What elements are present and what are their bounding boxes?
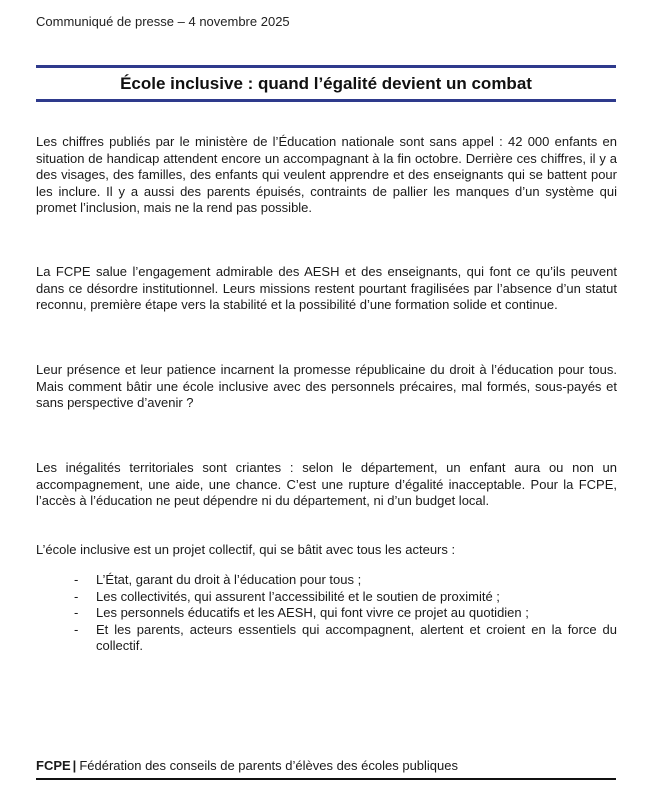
footer-brand: FCPE: [36, 758, 71, 773]
list-item-text: Les personnels éducatifs et les AESH, qui font vivre ce projet au quotidien ;: [96, 605, 529, 620]
list-item-text: L’État, garant du droit à l’éducation pour tous ;: [96, 572, 362, 587]
document-title: École inclusive : quand l’égalité devient un combat: [120, 73, 532, 93]
list-intro-paragraph: L’école inclusive est un projet collectif, qui se bâtit avec tous les acteurs :: [36, 542, 456, 557]
press-release-dateline: Communiqué de presse – 4 novembre 2025: [36, 14, 290, 29]
actors-list: [74, 572, 617, 655]
footer-organization-name: Fédération des conseils de parents d’élèves des écoles publiques: [79, 758, 458, 773]
body-paragraph-1: Les chiffres publiés par le ministère de l’Éducation nationale sont sans appel : 42 000 enfants en situation de handicap attendent encore un accompagnant à la fin octobre. Derrière ces chiffres, il y a des visages, des familles, des enfants qui veulent apprendre et des enseignants qui se battent pour les inclure. Il y a aussi des parents épuisés, contraints de pallier les manques d’un système qui promet l’inclusion, mais ne la rend pas possible.: [36, 134, 617, 215]
footer-separator: |: [72, 758, 77, 773]
body-paragraph-4: Les inégalités territoriales sont criantes : selon le département, un enfant aura ou non un accompagnement, une aide, une chance. C’est une rupture d’égalité inacceptable. Pour la FCPE, l’accès à l’éducation ne peut dépendre ni du département, ni d’un budget local.: [36, 460, 617, 508]
list-item: [74, 605, 617, 622]
title-banner: [36, 65, 616, 102]
body-paragraph-3: Leur présence et leur patience incarnent la promesse républicaine du droit à l’éducation pour tous. Mais comment bâtir une école inclusive avec des personnels précaires, mal formés, sous-payés et sans perspective d’avenir ?: [36, 362, 617, 410]
list-item: [74, 622, 617, 655]
bullet-dash: -: [74, 621, 79, 637]
list-item-text: Les collectivités, qui assurent l’accessibilité et le soutien de proximité ;: [96, 588, 500, 604]
footer: [36, 756, 616, 780]
body-paragraph-2: La FCPE salue l’engagement admirable des AESH et des enseignants, qui font ce qu’ils peuvent dans ce désordre institutionnel. Leurs missions restent pourtant fragilisées par l’absence d’un statut reconnu, première étape vers la stabilité et la possibilité d’une formation solide et continue.: [36, 264, 617, 312]
bullet-dash: -: [74, 572, 79, 587]
list-item: [74, 589, 617, 606]
bullet-dash: -: [74, 588, 79, 604]
list-item-text: Et les parents, acteurs essentiels qui accompagnent, alertent et croient en la force du collectif.: [96, 621, 617, 653]
bullet-dash: -: [74, 605, 79, 620]
list-item: [74, 572, 617, 589]
